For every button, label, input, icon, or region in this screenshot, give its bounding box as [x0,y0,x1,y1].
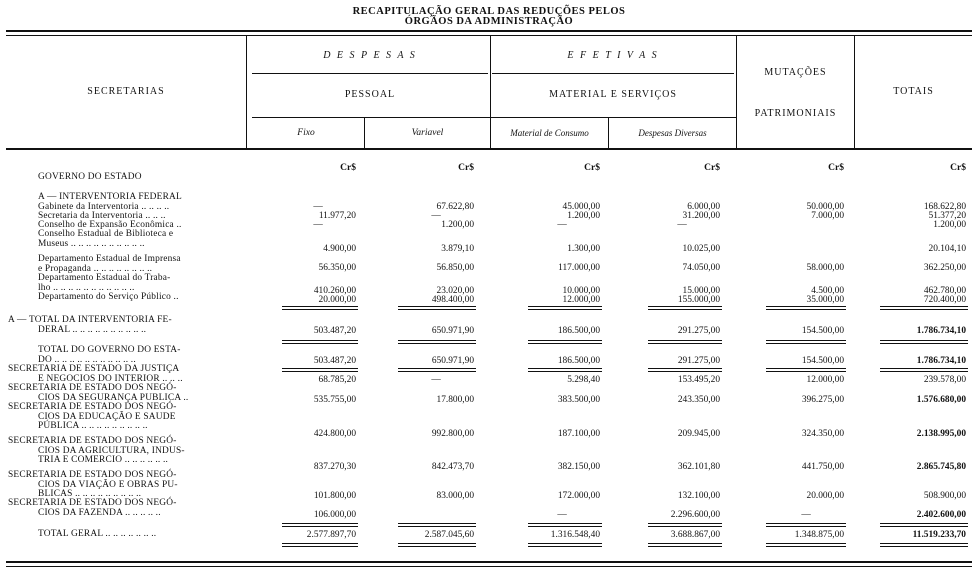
rule-below-total-governo [648,368,722,369]
cell-agr-totais: 2.865.745,80 [916,462,966,472]
row-label-edu: SECRETARIA DE ESTADO DOS NEGÓ- [8,402,177,412]
cell-geral-fixo: 2.577.897,70 [306,530,356,540]
rule-above-total-interventoria [528,306,602,307]
row-label-serv: Departamento do Serviço Público .. [38,292,179,302]
currency-label-mutacoes: Cr$ [828,163,844,173]
cell-totint-variavel: 650.971,90 [431,326,474,336]
cell-via-fixo: 101.800,00 [313,491,356,501]
rule-below-total-governo [648,371,722,372]
cell-via-variavel: 83.000,00 [436,491,474,501]
header-totais: TOTAIS [893,86,934,97]
document-title-line2: ÓRGÃOS DA ADMINISTRAÇÃO [404,16,574,27]
row-label-just: E NEGOCIOS DO INTERIOR .. .. .. [38,373,183,384]
row-label-agr: SECRETARIA DE ESTADO DOS NEGÓ- [8,436,177,446]
rule-below-total-governo [528,371,602,372]
cell-faz-diversas: 2.296.600,00 [670,510,720,520]
currency-label-variavel: Cr$ [458,163,474,173]
row-label-imp: Departamento Estadual de Imprensa [38,254,181,264]
rule-above-total-geral [398,526,476,527]
rule-below-total-governo [528,368,602,369]
header-despesas: D E S P E S A S [323,50,417,61]
header-bottom-rule [6,148,972,150]
cell-serv-fixo: 20.000,00 [318,295,356,305]
header-fixo: Fixo [297,128,315,138]
row-label-bib: Museus .. .. .. .. .. .. .. .. .. .. [38,238,145,249]
row-label-interv: A — INTERVENTORIA FEDERAL [38,192,182,202]
cell-gab-fixo: — [313,202,323,212]
col-sep-secretarias [246,36,247,148]
row-label-gab: Gabinete da Interventoria .. .. .. .. [38,202,170,212]
rule-below-total-interventoria [528,340,602,341]
rule-above-total-interventoria [528,309,602,310]
cell-edu-mutacoes: 324.350,00 [801,429,844,439]
rule-above-total-geral [398,523,476,524]
rule-below-total-geral [766,546,846,547]
rule-below-total-geral [648,543,722,544]
rule-above-total-geral [880,523,968,524]
row-label-agr: TRIA E COMERCIO .. .. .. .. .. .. [38,455,169,465]
row-label-geral: TOTAL GERAL .. .. .. .. .. .. .. [38,529,157,539]
rule-below-total-geral [880,546,968,547]
cell-cons-totais: 1.200,00 [933,220,966,230]
cell-imp-fixo: 56.350,00 [318,263,356,273]
rule-below-total-geral [282,546,358,547]
rule-above-total-interventoria [766,306,846,307]
rule-below-total-geral [766,543,846,544]
rule-above-total-interventoria [880,306,968,307]
document-title-line1: RECAPITULAÇÃO GERAL DAS REDUÇÕES PELOS [352,6,626,17]
row-label-edu: CIOS DA EDUCAÇÃO E SAUDE [38,411,176,422]
cell-geral-totais: 11.519.233,70 [912,530,966,540]
cell-via-mutacoes: 20.000,00 [806,491,844,501]
currency-label-totais: Cr$ [950,163,966,173]
rule-below-total-governo [880,368,968,369]
cell-faz-totais: 2.402.600,00 [916,510,966,520]
rule-below-total-interventoria [880,340,968,341]
cell-trab-diversas: 15.000,00 [682,286,720,296]
header-despesas-diversas: Despesas Diversas [638,128,707,138]
rule-below-total-interventoria [648,343,722,344]
cell-just-material: 5.298,40 [567,375,600,385]
row-label-bib: Conselho Estadual de Biblioteca e [38,229,174,239]
rule-below-total-governo [880,371,968,372]
cell-seg-mutacoes: 396.275,00 [801,395,844,405]
cell-imp-mutacoes: 58.000,00 [806,263,844,273]
rule-below-total-governo [282,371,358,372]
header-patrimoniais: PATRIMONIAIS [754,108,837,119]
rule-above-total-geral [528,526,602,527]
cell-cons-fixo: — [313,220,323,230]
cell-totint-mutacoes: 154.500,00 [801,326,844,336]
cell-geral-diversas: 3.688.867,00 [670,530,720,540]
header-variavel: Variavel [411,128,444,138]
rule-above-total-geral [648,523,722,524]
rule-below-total-governo [282,368,358,369]
row-label-via: BLICAS .. .. .. .. .. .. .. .. .. [38,489,142,499]
row-label-seg: CIOS DA SEGURANÇA PUBLICA .. [38,392,189,403]
cell-edu-material: 187.100,00 [557,429,600,439]
cell-via-totais: 508.900,00 [923,491,966,501]
row-label-trab: Departamento Estadual do Traba- [38,273,171,283]
cell-totgov-variavel: 650.971,90 [431,356,474,366]
row-label-just: SECRETARIA DE ESTADO DA JUSTIÇA [8,364,180,374]
cell-totint-fixo: 503.487,20 [313,326,356,336]
cell-imp-diversas: 74.050,00 [682,263,720,273]
rule-above-total-geral [528,523,602,524]
cell-sec-mutacoes: 7.000,00 [811,211,844,221]
rule-below-total-interventoria [398,343,476,344]
rule-above-total-geral [880,526,968,527]
cell-imp-variavel: 56.850,00 [436,263,474,273]
cell-trab-mutacoes: 4.500,00 [811,286,844,296]
rule-above-total-geral [766,523,846,524]
rule-above-total-geral [766,526,846,527]
rule-above-total-geral [282,523,358,524]
rule-below-total-governo [766,368,846,369]
cell-serv-diversas: 155.000,00 [677,295,720,305]
cell-gab-mutacoes: 50.000,00 [806,202,844,212]
rule-below-total-interventoria [398,340,476,341]
table-bottom-rule-thin [6,566,972,567]
rule-above-total-interventoria [398,309,476,310]
currency-label-fixo: Cr$ [340,163,356,173]
rule-below-total-geral [528,543,602,544]
cell-trab-material: 10.000,00 [562,286,600,296]
cell-gab-material: 45.000,00 [562,202,600,212]
efetivas-underline [492,73,734,74]
cell-just-variavel: — [431,375,441,385]
header-secretarias: SECRETARIAS [87,86,165,97]
row-label-totgov: TOTAL DO GOVERNO DO ESTA- [38,345,181,355]
cell-gab-variavel: 67.622,80 [436,202,474,212]
row-label-trab: lho .. .. .. .. .. .. .. .. .. .. .. [38,282,135,293]
cell-via-material: 172.000,00 [557,491,600,501]
rule-below-total-interventoria [648,340,722,341]
cell-totgov-diversas: 291.275,00 [677,356,720,366]
rule-below-total-geral [880,543,968,544]
header-material-consumo: Material de Consumo [510,128,589,138]
cell-sec-variavel: — [431,211,441,221]
cell-faz-material: — [557,510,567,520]
row-label-gov: GOVERNO DO ESTADO [38,172,142,182]
row-label-totint: A — TOTAL DA INTERVENTORIA FE- [8,315,172,325]
cell-agr-material: 382.150,00 [557,462,600,472]
cell-seg-material: 383.500,00 [557,395,600,405]
row-label-faz: CIOS DA FAZENDA .. .. .. .. .. [38,507,161,518]
row-label-sec: Secretaria da Interventoria .. .. .. [38,211,166,221]
rule-below-total-interventoria [766,343,846,344]
cell-bib-totais: 20.104,10 [928,244,966,254]
cell-faz-mutacoes: — [801,510,811,520]
rule-below-total-governo [398,371,476,372]
rule-above-total-interventoria [282,306,358,307]
cell-just-fixo: 68.785,20 [318,375,356,385]
cell-serv-totais: 720.400,00 [923,295,966,305]
row-label-cons: Conselho de Expansão Econômica .. [38,220,182,230]
cell-agr-diversas: 362.101,80 [677,462,720,472]
cell-just-mutacoes: 12.000,00 [806,375,844,385]
row-label-totint: DERAL .. .. .. .. .. .. .. .. .. .. [38,324,147,335]
despesas-underline [252,73,488,74]
cell-seg-fixo: 535.755,00 [313,395,356,405]
cell-imp-material: 117.000,00 [558,263,600,273]
cell-totgov-fixo: 503.487,20 [313,356,356,366]
row-label-edu: PÚBLICA .. .. .. .. .. .. .. .. .. [38,421,148,431]
cell-just-totais: 239.578,00 [923,375,966,385]
cell-seg-variavel: 17.800,00 [436,395,474,405]
rule-below-total-governo [398,368,476,369]
cell-agr-mutacoes: 441.750,00 [801,462,844,472]
row-label-faz: SECRETARIA DE ESTADO DOS NEGÓ- [8,498,177,508]
rule-above-total-geral [648,526,722,527]
rule-above-total-interventoria [648,309,722,310]
cell-trab-totais: 462.780,00 [923,286,966,296]
cell-totint-totais: 1.786.734,10 [916,326,966,336]
rule-below-total-geral [528,546,602,547]
header-mutacoes: MUTAÇÕES [764,67,827,78]
cell-geral-material: 1.316.548,40 [550,530,600,540]
cell-bib-diversas: 10.025,00 [682,244,720,254]
cell-seg-diversas: 243.350,00 [677,395,720,405]
rule-below-total-interventoria [282,340,358,341]
header-pessoal: PESSOAL [344,89,396,100]
cell-trab-fixo: 410.260,00 [313,286,356,296]
row-label-via: CIOS DA VIAÇÃO E OBRAS PU- [38,479,178,490]
rule-below-total-interventoria [282,343,358,344]
row-label-via: SECRETARIA DE ESTADO DOS NEGÓ- [8,470,177,480]
cell-totgov-totais: 1.786.734,10 [916,356,966,366]
row-label-totgov: DO .. .. .. .. .. .. .. .. .. .. .. [38,354,136,365]
header-efetivas: E F E T I V A S [567,50,659,61]
cell-serv-mutacoes: 35.000,00 [806,295,844,305]
cell-edu-fixo: 424.800,00 [313,429,356,439]
currency-label-diversas: Cr$ [704,163,720,173]
rule-above-total-interventoria [880,309,968,310]
rule-below-total-geral [648,546,722,547]
rule-below-total-governo [766,371,846,372]
cell-seg-totais: 1.576.680,00 [916,395,966,405]
cell-serv-material: 12.000,00 [562,295,600,305]
row-label-imp: e Propaganda .. .. .. .. .. .. .. .. [38,263,153,274]
cell-just-diversas: 153.495,20 [677,375,720,385]
rule-below-total-interventoria [528,343,602,344]
cell-imp-totais: 362.250,00 [923,263,966,273]
header-material-servicos: MATERIAL E SERVIÇOS [549,89,677,100]
cell-cons-diversas: — [677,220,687,230]
cell-sec-totais: 51.377,20 [928,211,966,221]
cell-agr-variavel: 842.473,70 [431,462,474,472]
cell-serv-variavel: 498.400,00 [431,295,474,305]
cell-gab-totais: 168.622,80 [923,202,966,212]
cell-edu-totais: 2.138.995,00 [916,429,966,439]
cell-via-diversas: 132.100,00 [677,491,720,501]
rule-above-total-interventoria [648,306,722,307]
cell-edu-diversas: 209.945,00 [677,429,720,439]
rule-above-total-interventoria [766,309,846,310]
cell-cons-material: — [557,220,567,230]
currency-label-material: Cr$ [584,163,600,173]
cell-totgov-material: 186.500,00 [557,356,600,366]
rule-below-total-geral [282,543,358,544]
cell-geral-mutacoes: 1.348.875,00 [794,530,844,540]
rule-above-total-interventoria [398,306,476,307]
cell-totgov-mutacoes: 154.500,00 [801,356,844,366]
cell-totint-material: 186.500,00 [557,326,600,336]
row-label-agr: CIOS DA AGRICULTURA, INDUS- [38,445,185,456]
rule-below-total-interventoria [880,343,968,344]
cell-sec-material: 1.200,00 [567,211,600,221]
cell-sec-diversas: 31.200,00 [682,211,720,221]
table-bottom-rule-thick [6,561,972,563]
table-top-rule-thick [6,30,972,32]
cell-trab-variavel: 23.020,00 [436,286,474,296]
rule-below-total-geral [398,546,476,547]
cell-edu-variavel: 992.800,00 [431,429,474,439]
cell-agr-fixo: 837.270,30 [313,462,356,472]
cell-cons-variavel: 1.200,00 [441,220,474,230]
cell-bib-variavel: 3.879,10 [441,244,474,254]
rule-above-total-geral [282,526,358,527]
table-top-rule-thin [6,35,972,36]
row-label-seg: SECRETARIA DE ESTADO DOS NEGÓ- [8,383,177,393]
cell-totint-diversas: 291.275,00 [677,326,720,336]
rule-below-total-interventoria [766,340,846,341]
subheader-rule [252,117,736,118]
cell-faz-fixo: 106.000,00 [313,510,356,520]
cell-sec-fixo: 11.977,20 [318,211,356,221]
cell-gab-diversas: 6.000,00 [687,202,720,212]
cell-geral-variavel: 2.587.045,60 [424,530,474,540]
cell-bib-material: 1.300,00 [567,244,600,254]
rule-above-total-interventoria [282,309,358,310]
col-sep-efetivas [736,36,737,148]
cell-bib-fixo: 4.900,00 [323,244,356,254]
rule-below-total-geral [398,543,476,544]
